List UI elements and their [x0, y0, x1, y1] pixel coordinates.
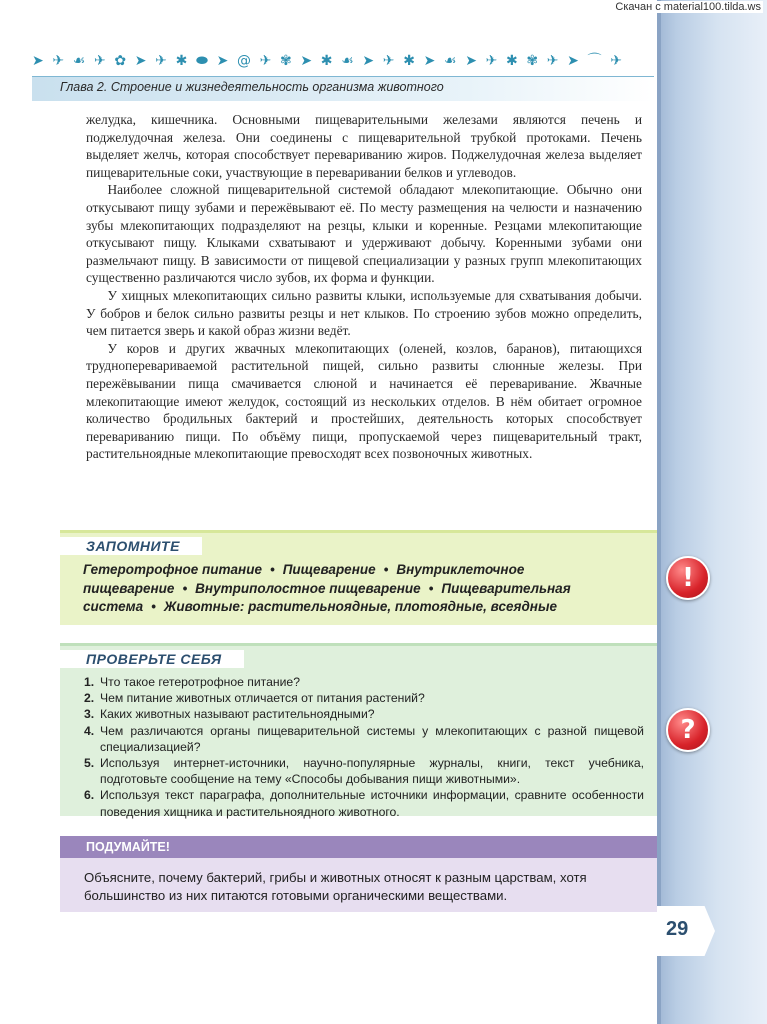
question-item: [84, 706, 644, 722]
fish-icon: ➤: [216, 53, 229, 69]
fish-icon: ➤: [567, 53, 579, 69]
chapter-title: Глава 2. Строение и жизнедеятельность организма животного: [60, 80, 444, 94]
term: Пищеварительная система: [83, 580, 571, 614]
question-text: Чем питание животных отличается от питания растений?: [100, 691, 425, 706]
remember-heading: ЗАПОМНИТЕ: [60, 537, 202, 555]
question-text: Что такое гетеротрофное питание?: [100, 675, 300, 689]
term: Животные: растительноядные, плотоядные, всеядные: [163, 599, 558, 614]
term: Пищеварение: [282, 562, 376, 577]
bird-icon: ✈: [485, 53, 498, 69]
question-item: [84, 690, 644, 706]
question-number: 2.: [84, 691, 95, 706]
term: Гетеротрофное питание: [83, 562, 262, 577]
question-list: [84, 674, 644, 820]
bug-icon: ✱: [403, 53, 415, 69]
remember-box: [60, 530, 657, 625]
fish-icon: ➤: [465, 53, 477, 69]
check-yourself-box: [60, 643, 657, 819]
dolphin-icon: ⌒: [587, 53, 602, 69]
lizard-icon: ☙: [443, 53, 457, 69]
animal-icons-strip: [32, 50, 622, 72]
think-heading: ПОДУМАЙТЕ!: [60, 836, 657, 858]
bird-icon: ✈: [546, 53, 559, 69]
term: Внутриклеточное пищеварение: [83, 562, 525, 596]
question-item: [84, 723, 644, 755]
question-number: 4.: [84, 723, 95, 738]
remember-terms: [83, 561, 643, 617]
term-separator: •: [182, 580, 188, 596]
paragraph: желудка, кишечника. Основными пищеварительными железами являются печень и поджелудочная железа. Они соединены с пищеварительной трубкой протоками. Печень выделяет желчь, которая способствует перевариванию жиров. Поджелудочная железа выделяет пищеварительные соки, участвующие в переваривании белков и углеводов.: [86, 112, 642, 180]
bird-icon: ✈: [259, 53, 272, 69]
fish-icon: ➤: [134, 53, 147, 69]
question-item: [84, 787, 644, 819]
think-box: [60, 836, 657, 912]
main-text: [86, 111, 642, 463]
page-side-edge: [657, 0, 661, 1024]
fish-icon: ➤: [362, 53, 375, 69]
think-text: Объясните, почему бактерий, грибы и животных относят к разным царствам, хотя большинство из них питаются готовыми органическими веществами.: [84, 870, 587, 903]
check-heading: ПРОВЕРЬТЕ СЕБЯ: [60, 650, 244, 668]
bird-icon: ✈: [155, 53, 167, 69]
paragraph: У коров и других жвачных млекопитающих (оленей, козлов, баранов), питающихся трудноперевариваемой растительной пищей, сильно развиты слюнные железы. При пережёвывании пища смачивается слюной и начинается её переваривание. Жвачные млекопитающие имеют желудок, состоящий из нескольких отделов. В нём обитает огромное количество бродильных бактерий и простейших, деятельность которых способствует перевариванию пищи. По объёму пищи, пропускаемой через пищеварительный тракт, растительноядные млекопитающие превосходят всех позвоночных животных.: [86, 340, 642, 462]
question-number: 6.: [84, 788, 95, 803]
question-text: Используя интернет-источники, научно-популярные журналы, книги, текст учебника, подготовьте сообщение на тему «Способы добывания пищи животными».: [100, 756, 644, 787]
scorpion-icon: ✱: [320, 53, 333, 69]
question-number: 1.: [84, 675, 95, 689]
snail-icon: @: [236, 53, 251, 69]
watermark: Скачан с material100.tilda.ws: [615, 1, 761, 13]
page-number: 29: [666, 918, 689, 940]
frog-icon: ✿: [114, 53, 127, 69]
fish-icon: ➤: [300, 53, 313, 69]
bird-icon: ✈: [382, 53, 395, 69]
bird-icon: ✈: [94, 53, 106, 69]
bug-icon: ✱: [505, 53, 518, 69]
question-text: Используя текст параграфа, дополнительные источники информации, сравните особенности поведения хищника и растительноядного животного.: [100, 788, 644, 819]
question-number: 5.: [84, 756, 95, 771]
lizard-icon: ☙: [72, 53, 86, 69]
term-separator: •: [151, 599, 156, 614]
bug-icon: ✱: [175, 53, 188, 69]
question-item: [84, 674, 644, 690]
fish-icon: ➤: [423, 53, 436, 69]
butterfly-icon: ✾: [280, 53, 292, 69]
term-separator: •: [428, 580, 434, 596]
paragraph: У хищных млекопитающих сильно развиты клыки, используемые для схватывания добычи. У бобров и белок сильно развиты резцы и нет клыков. По строению зубов можно определить, чем питается зверь и какой образ жизни ведёт.: [86, 287, 642, 339]
page-side-gradient: [657, 0, 767, 1024]
lizard-icon: ☙: [341, 53, 354, 69]
paragraph: Наиболее сложной пищеварительной системой обладают млекопитающие. Обычно они откусывают пищу зубами и пережёвывают её. По месту размещения на челюсти и назначению зубы млекопитающих подразделяют на резцы, клыки и коренные. Резцами млекопитающие откусывают пищу. Клыками схватывают и удерживают добычу. Коренными зубами они размельчают пищу. В зависимости от пищевой специализации у разных групп млекопитающих существенно различаются число зубов, их форма и функции.: [86, 182, 642, 286]
fish-icon: ➤: [32, 53, 44, 69]
question-number: 3.: [84, 707, 95, 722]
bird-icon: ✈: [610, 53, 622, 69]
bird-icon: ✈: [52, 53, 65, 69]
term-separator: •: [269, 562, 275, 577]
butterfly-icon: ✾: [526, 53, 539, 69]
question-text: Каких животных называют растительноядными?: [100, 707, 375, 722]
term: Внутриполостное пищеварение: [195, 580, 421, 596]
turtle-icon: ⬬: [195, 53, 208, 69]
exclamation-icon: !: [666, 556, 710, 600]
question-mark-icon: ?: [666, 708, 710, 752]
question-item: [84, 755, 644, 787]
term-separator: •: [383, 562, 389, 577]
question-text: Чем различаются органы пищеварительной системы у млекопитающих с разной пищевой специализацией?: [100, 723, 644, 754]
